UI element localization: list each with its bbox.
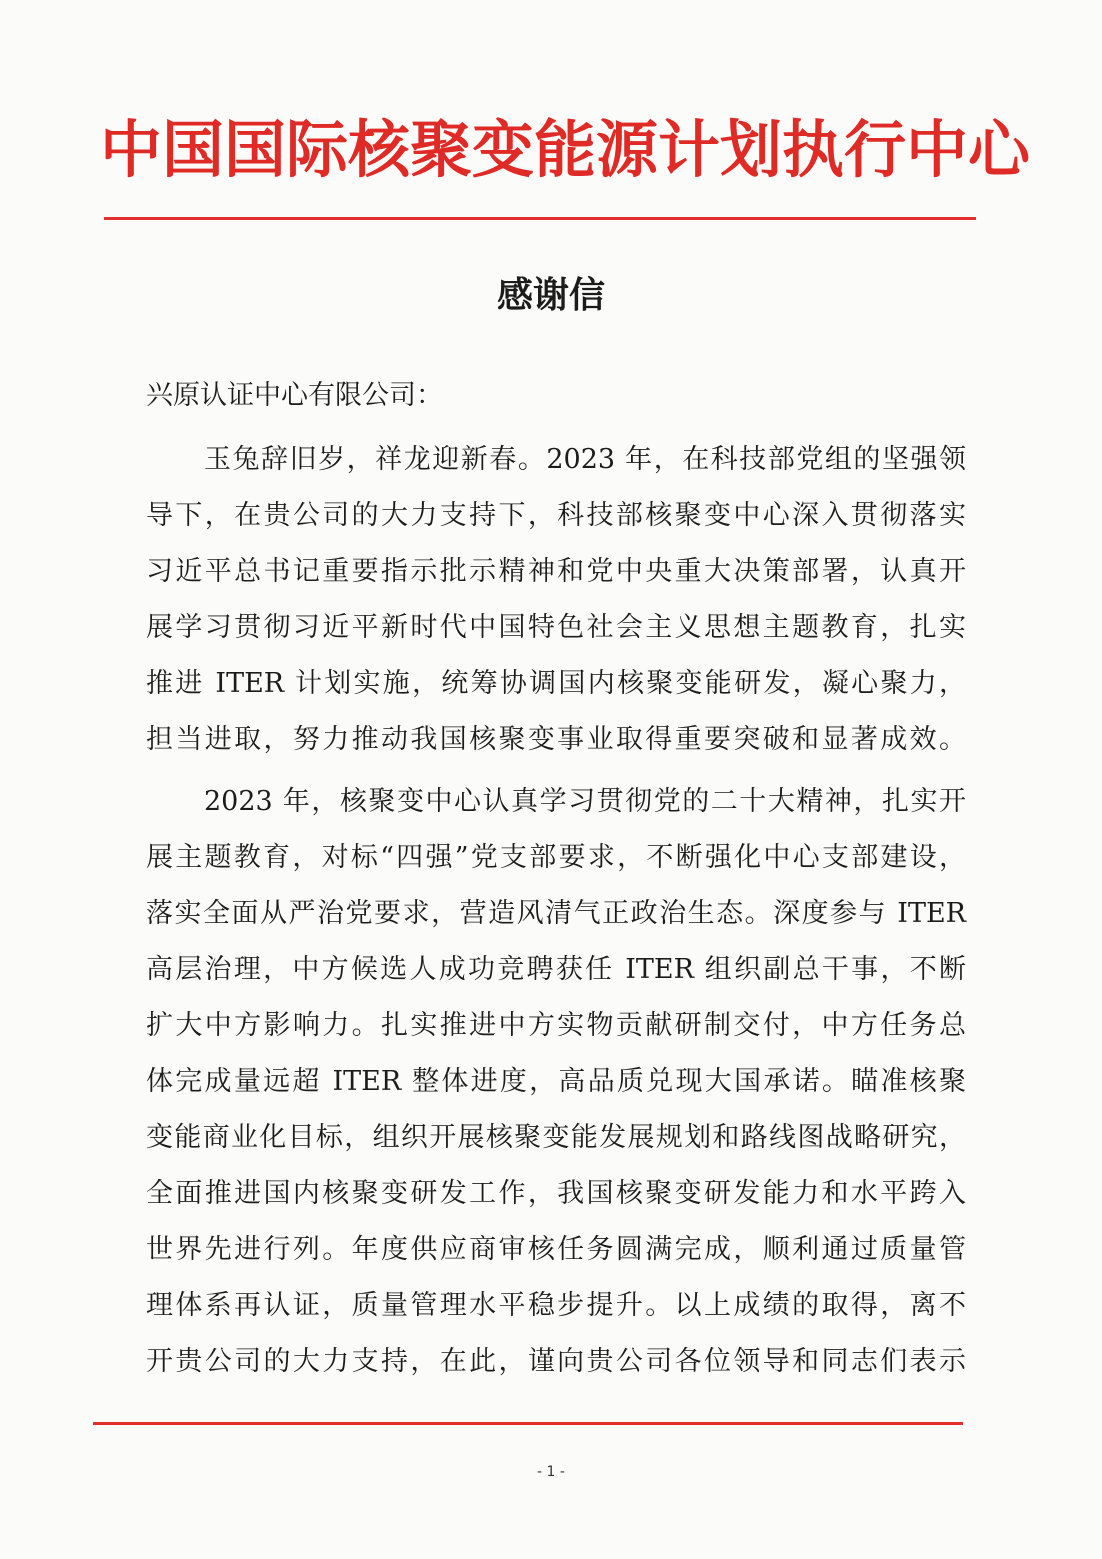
paragraph-2 [146,774,966,1390]
text-line: 全面推进国内核聚变研发工作，我国核聚变研发能力和水平跨入 [146,1178,966,1209]
text-line: 世界先进行列。年度供应商审核任务圆满完成，顺利通过质量管 [146,1234,966,1265]
document-title: 感谢信 [496,275,605,316]
text-line: 推进 ITER 计划实施，统筹协调国内核聚变能研发，凝心聚力， [146,668,966,699]
text-line: 落实全面从严治党要求，营造风清气正政治生态。深度参与 ITER [146,898,966,929]
page-number: - 1 - [537,1464,565,1480]
text-line: 展主题教育，对标“四强”党支部要求，不断强化中心支部建设， [146,842,966,873]
text-line: 开贵公司的大力支持，在此，谨向贵公司各位领导和同志们表示 [146,1346,966,1377]
salutation: 兴原认证中心有限公司： [146,380,443,411]
footer-red-rule [93,1422,963,1425]
paragraph-1 [146,432,966,768]
letterhead-red-rule [104,217,976,220]
text-line: 展学习贯彻习近平新时代中国特色社会主义思想主题教育，扎实 [146,612,966,643]
text-line: 体完成量远超 ITER 整体进度，高品质兑现大国承诺。瞄准核聚 [146,1066,966,1097]
text-line: 理体系再认证，质量管理水平稳步提升。以上成绩的取得，离不 [146,1290,966,1321]
text-line: 扩大中方影响力。扎实推进中方实物贡献研制交付，中方任务总 [146,1010,966,1041]
text-line: 高层治理，中方候选人成功竞聘获任 ITER 组织副总干事，不断 [146,954,966,985]
text-line: 导下，在贵公司的大力支持下，科技部核聚变中心深入贯彻落实 [146,500,966,531]
text-line: 变能商业化目标，组织开展核聚变能发展规划和路线图战略研究， [146,1122,966,1153]
letterhead-title: 中国国际核聚变能源计划执行中心 [100,113,1031,186]
text-line: 担当进取，努力推动我国核聚变事业取得重要突破和显著成效。 [146,724,966,755]
text-line: 习近平总书记重要指示批示精神和党中央重大决策部署，认真开 [146,556,966,587]
text-line: 玉兔辞旧岁，祥龙迎新春。2023 年，在科技部党组的坚强领 [204,444,966,475]
text-line: 2023 年，核聚变中心认真学习贯彻党的二十大精神，扎实开 [204,786,966,817]
